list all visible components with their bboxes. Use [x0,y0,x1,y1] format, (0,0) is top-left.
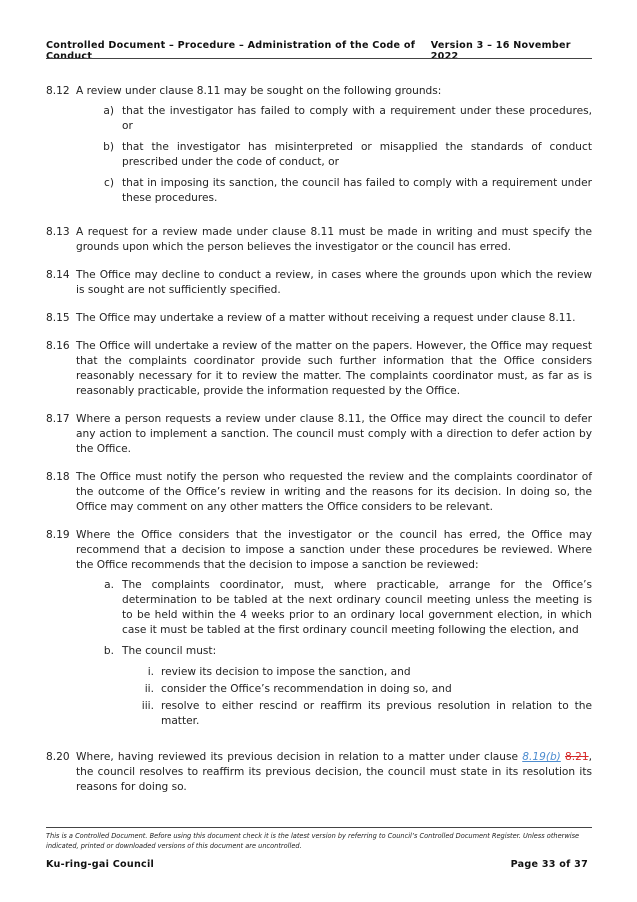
clause-text [76,750,592,795]
list-marker: c) [104,177,114,189]
clause-8-18 [46,470,592,515]
document-version: Version 3 – 16 November 2022 [430,40,571,62]
grounds-list [76,104,592,206]
clause-text: Where the Office considers that the investigator or the council has erred, the Office may recommend that a decision to impose a sanction under these procedures be reviewed. Where the Office recommends that the decision to impose a sanction be reviewed: [76,529,592,571]
clause-text: The Office must notify the person who requested the review and the complaints coordinator of the outcome of the Office’s review in writing and the reasons for its decision. In doing so, the Office may comment on any other matters the Office considers to be relevant. [76,471,592,513]
clause-text: The Office will undertake a review of the matter on the papers. However, the Office may request that the complaints coordinator provide such further information that the Office considers reasonably necessary for it to review the matter. The complaints coordinator must, as far as is reasonably practicable, provide the information requested by the Office. [76,340,592,397]
clause-text: A review under clause 8.11 may be sought on the following grounds: [76,85,442,97]
sublist-marker: i. [147,666,154,678]
page-number: Page 33 of 37 [510,859,588,870]
clause-number: 8.13 [46,226,70,238]
organisation-name: Ku-ring-gai Council [46,859,155,870]
clause-number: 8.14 [46,269,70,281]
clause-text: A request for a review made under clause 8.11 must be made in writing and must specify the grounds upon which the person believes the investigator or the council has erred. [76,226,592,253]
clause-text: The Office may undertake a review of a matter without receiving a request under clause 8.11. [76,312,576,324]
sublist-marker: ii. [144,683,154,695]
list-item [76,644,592,731]
header-divider [46,58,592,59]
list-item-text: that the investigator has failed to comply with a requirement under these procedures, or [122,105,592,132]
document-title: Controlled Document – Procedure – Administration of the Code of Conduct [46,40,416,62]
sublist-item [122,699,592,729]
clause-8-17 [46,412,592,457]
list-item-text: that the investigator has misinterpreted or misapplied the standards of conduct prescribed under the code of conduct, or [122,141,592,168]
recommendation-list [76,578,592,731]
sublist-marker: iii. [141,700,154,712]
council-actions-list [122,665,592,729]
clause-8-12 [46,84,592,212]
clause-number: 8.18 [46,471,70,483]
clause-number: 8.20 [46,751,70,763]
sublist-item-text: resolve to either rescind or reaffirm its previous resolution in relation to the matter. [161,700,592,727]
clause-8-16 [46,339,592,399]
clause-8-20 [46,750,592,795]
clause-8-15 [46,311,592,326]
clause-8-14 [46,268,592,298]
clause-number: 8.19 [46,529,70,541]
list-marker: a. [104,579,114,591]
list-marker: b. [103,645,114,657]
controlled-document-notice: This is a Controlled Document. Before using this document check it is the latest version by referring to Council’s Controlled Document Register. Unless otherwise indicated, printed or downloaded versions of this document are uncontrolled. [46,832,580,850]
sublist-item [122,665,592,680]
clause-text-start: Where, having reviewed its previous decision in relation to a matter under clause [76,751,523,763]
list-marker: a) [103,105,114,117]
deleted-clause-reference: 8.21 [565,751,589,763]
list-item-text: The complaints coordinator, must, where practicable, arrange for the Office’s determination to be tabled at the next ordinary council meeting unless the meeting is to be held within the 4 weeks prior to an ordinary local government election, in which case it must be tabled at the first ordinary council meeting following the election, and [122,579,592,636]
document-body [46,84,592,808]
clause-reference-link[interactable]: 8.19(b) [522,751,561,763]
sublist-item-text: review its decision to impose the sanction, and [161,666,411,678]
list-item [76,104,592,134]
clause-text: Where a person requests a review under clause 8.11, the Office may direct the council to defer any action to implement a sanction. The council must comply with a direction to defer action by the Office. [76,413,592,455]
footer-divider [46,827,592,828]
list-item-text: The council must: [122,645,217,657]
clause-text: The Office may decline to conduct a review, in cases where the grounds upon which the review is sought are not sufficiently specified. [76,269,592,296]
page-footer [46,859,588,870]
clause-number: 8.12 [46,85,70,97]
clause-number: 8.17 [46,413,70,425]
list-item [76,578,592,638]
sublist-item [122,682,592,697]
clause-text-end: , the council resolves to reaffirm its previous decision, the council must state in its resolution its reasons for doing so. [76,751,592,793]
list-marker: b) [103,141,114,153]
clause-8-13 [46,225,592,255]
sublist-item-text: consider the Office’s recommendation in doing so, and [161,683,452,695]
clause-number: 8.16 [46,340,70,352]
clause-8-19 [46,528,592,737]
list-item [76,176,592,206]
list-item-text: that in imposing its sanction, the council has failed to comply with a requirement under these procedures. [122,177,592,204]
list-item [76,140,592,170]
clause-number: 8.15 [46,312,70,324]
